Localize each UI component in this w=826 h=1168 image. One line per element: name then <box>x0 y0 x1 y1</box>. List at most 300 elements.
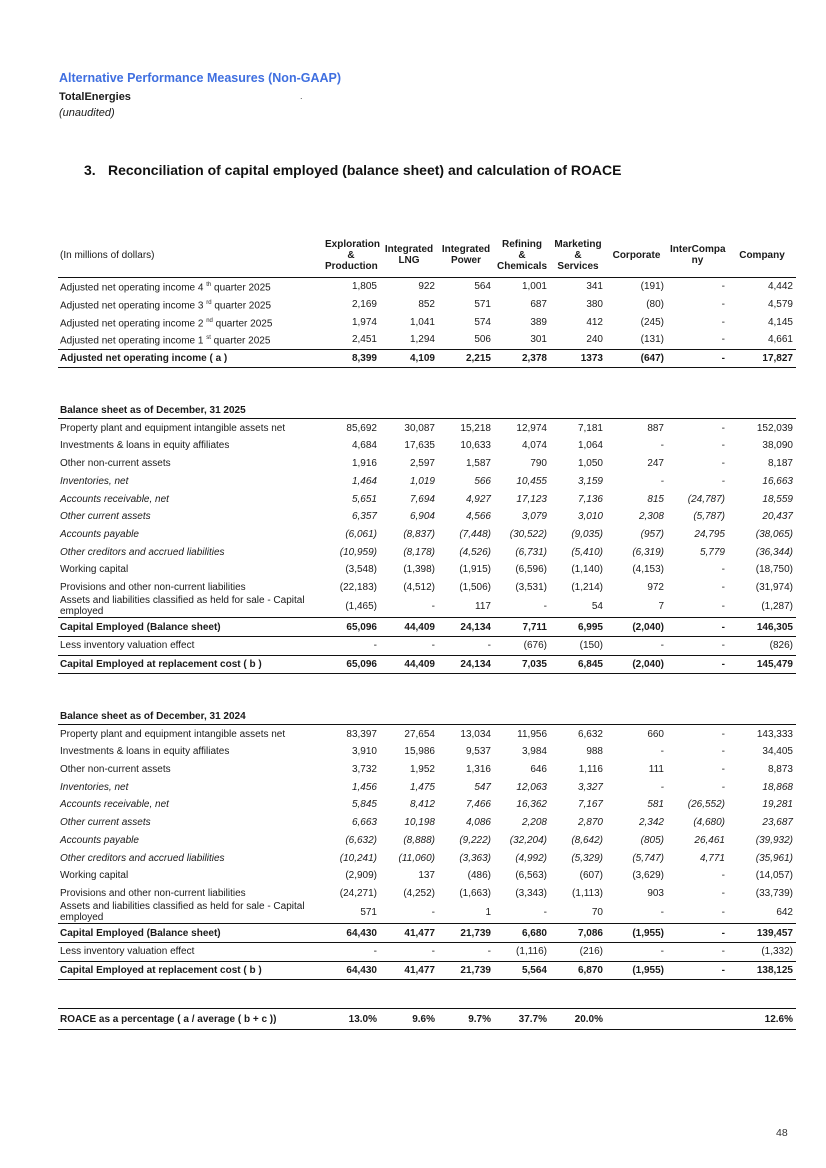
cell-refining-chemicals: 301 <box>530 334 547 346</box>
cell-intercompany: - <box>721 334 725 346</box>
cell-refining-chemicals: 37.7% <box>494 1009 550 1030</box>
row-label: Accounts payable <box>60 528 139 540</box>
cell-refining-chemicals: 646 <box>530 764 547 776</box>
column-header-exploration-production <box>322 233 380 278</box>
cell-intercompany: - <box>721 946 725 958</box>
column-header-line: & <box>347 249 355 261</box>
cell-exploration-production: (6,061) <box>345 528 377 540</box>
cell-integrated-power: 564 <box>474 281 491 293</box>
row-label: Accounts receivable, net <box>60 493 169 505</box>
cell-exploration-production: (3,548) <box>345 564 377 576</box>
spacer-row <box>58 368 796 397</box>
row-label: Provisions and other non-current liabilities <box>60 887 246 899</box>
cell-marketing-services: 20.0% <box>550 1009 606 1030</box>
balance-sheet-row <box>58 579 796 597</box>
cell-integrated-lng: (8,837) <box>403 528 435 540</box>
cell-intercompany <box>667 1009 728 1030</box>
row-label: Other creditors and accrued liabilities <box>60 852 225 864</box>
column-header-line: Corporate <box>612 249 661 261</box>
cell-intercompany: 5,779 <box>699 546 725 558</box>
cell-integrated-lng: 4,109 <box>380 349 438 368</box>
cell-exploration-production: 85,692 <box>346 422 377 434</box>
cell-exploration-production: 2,169 <box>351 299 377 311</box>
cell-refining-chemicals: 17,123 <box>516 493 547 505</box>
cell-corporate: 903 <box>647 887 664 899</box>
row-label: Adjusted net operating income ( a ) <box>58 349 322 368</box>
column-header-corporate <box>606 233 667 278</box>
cell-refining-chemicals: - <box>543 906 547 918</box>
cell-corporate: (957) <box>640 528 664 540</box>
roace-row <box>58 1009 796 1030</box>
cell-corporate: 815 <box>647 493 664 505</box>
cell-intercompany: - <box>721 564 725 576</box>
column-header-refining-chemicals <box>494 233 550 278</box>
row-label: Other current assets <box>60 511 151 523</box>
cell-intercompany: - <box>721 458 725 470</box>
section-label: Balance sheet as of December, 31 2024 <box>58 702 796 725</box>
cell-integrated-lng: 922 <box>418 281 435 293</box>
row-label: Inventories, net <box>60 475 129 487</box>
cell-intercompany: (24,787) <box>687 493 725 505</box>
row-label <box>58 313 322 331</box>
cell-integrated-lng: 27,654 <box>404 728 435 740</box>
balance-sheet-row <box>58 885 796 903</box>
cell-marketing-services: 2,870 <box>577 817 603 829</box>
cell-integrated-power: 4,927 <box>465 493 491 505</box>
column-header-integrated-power <box>438 233 494 278</box>
cell-marketing-services: (1,214) <box>571 581 603 593</box>
cell-integrated-power: (1,506) <box>459 581 491 593</box>
cell-marketing-services: (8,642) <box>571 834 603 846</box>
balance-sheet-row <box>58 778 796 796</box>
cell-exploration-production: (22,183) <box>339 581 377 593</box>
cell-exploration-production: 1,805 <box>351 281 377 293</box>
balance-sheet-row <box>58 526 796 544</box>
cell-integrated-power: 4,566 <box>465 511 491 523</box>
balance-sheet-row <box>58 832 796 850</box>
cell-company: 138,125 <box>728 961 796 980</box>
replacement-cost-row <box>58 655 796 674</box>
cell-marketing-services: 7,181 <box>577 422 603 434</box>
cell-intercompany: - <box>721 581 725 593</box>
section-title: Reconciliation of capital employed (balance sheet) and calculation of ROACE <box>108 162 622 178</box>
balance-sheet-row <box>58 849 796 867</box>
balance-sheet-row <box>58 743 796 761</box>
cell-refining-chemicals: (6,563) <box>515 870 547 882</box>
row-label: Accounts receivable, net <box>60 799 169 811</box>
cell-intercompany: - <box>721 764 725 776</box>
cell-marketing-services: 341 <box>586 281 603 293</box>
cell-corporate: 111 <box>648 764 664 776</box>
cell-integrated-power: 24,134 <box>438 655 494 674</box>
balance-sheet-row <box>58 725 796 743</box>
cell-exploration-production: 3,910 <box>351 746 377 758</box>
cell-integrated-lng: - <box>431 640 435 652</box>
cell-corporate: (805) <box>640 834 664 846</box>
column-header-line: Company <box>739 249 785 261</box>
column-header-line: & <box>574 249 582 261</box>
cell-company: 146,305 <box>728 618 796 637</box>
spacer-row <box>58 980 796 1009</box>
cell-integrated-power: 2,215 <box>438 349 494 368</box>
balance-sheet-row <box>58 543 796 561</box>
cell-company: (14,057) <box>755 870 793 882</box>
cell-integrated-lng: 1,019 <box>409 475 435 487</box>
cell-company: (826) <box>769 640 793 652</box>
capital-employed-row <box>58 618 796 637</box>
cell-company: 139,457 <box>728 924 796 943</box>
cell-exploration-production: 83,397 <box>346 728 377 740</box>
column-header-line: Chemicals <box>497 260 548 272</box>
cell-refining-chemicals: (6,596) <box>515 564 547 576</box>
cell-marketing-services: 1,064 <box>577 440 603 452</box>
label-text: Adjusted net operating income 4 <box>60 282 204 294</box>
cell-corporate: - <box>660 440 664 452</box>
row-label: Less inventory valuation effect <box>60 640 195 652</box>
balance-sheet-heading-bs2025 <box>58 396 796 419</box>
cell-corporate: (1,955) <box>606 924 667 943</box>
cell-exploration-production: 5,651 <box>351 493 377 505</box>
cell-integrated-lng: 44,409 <box>380 655 438 674</box>
cell-intercompany: - <box>667 924 728 943</box>
cell-corporate: (2,040) <box>606 618 667 637</box>
cell-integrated-lng: 1,475 <box>409 781 435 793</box>
balance-sheet-row <box>58 561 796 579</box>
cell-integrated-power: 1,316 <box>465 764 491 776</box>
row-label: ROACE as a percentage ( a / average ( b + c )) <box>58 1009 322 1030</box>
cell-exploration-production: 65,096 <box>322 655 380 674</box>
balance-sheet-row <box>58 796 796 814</box>
cell-intercompany: - <box>721 316 725 328</box>
cell-refining-chemicals: 4,074 <box>521 440 547 452</box>
cell-integrated-power: 21,739 <box>438 961 494 980</box>
balance-sheet-row <box>58 419 796 437</box>
row-label: Property plant and equipment intangible assets net <box>60 422 286 434</box>
cell-company: 19,281 <box>762 799 793 811</box>
balance-sheet-row <box>58 490 796 508</box>
cell-marketing-services: 7,136 <box>577 493 603 505</box>
income-row <box>58 278 796 296</box>
cell-integrated-lng: 41,477 <box>380 961 438 980</box>
cell-company: 18,868 <box>762 781 793 793</box>
cell-company: 4,442 <box>767 281 793 293</box>
cell-integrated-lng: 852 <box>418 299 435 311</box>
cell-exploration-production: (6,632) <box>345 834 377 846</box>
cell-refining-chemicals: (676) <box>523 640 547 652</box>
cell-integrated-lng: 15,986 <box>404 746 435 758</box>
cell-corporate: - <box>660 475 664 487</box>
cell-integrated-lng: 1,952 <box>409 764 435 776</box>
cell-intercompany: 24,795 <box>694 528 725 540</box>
replacement-cost-row <box>58 961 796 980</box>
row-label: Property plant and equipment intangible assets net <box>60 728 286 740</box>
row-label: Less inventory valuation effect <box>60 946 195 958</box>
cell-corporate: 7 <box>658 600 664 612</box>
cell-marketing-services: (9,035) <box>571 528 603 540</box>
cell-refining-chemicals: 3,079 <box>521 511 547 523</box>
row-label: Capital Employed (Balance sheet) <box>58 618 322 637</box>
section-label: Balance sheet as of December, 31 2025 <box>58 396 796 419</box>
cell-refining-chemicals: 2,378 <box>494 349 550 368</box>
income-total-row <box>58 349 796 368</box>
cell-marketing-services: (5,329) <box>571 852 603 864</box>
cell-company: 4,579 <box>767 299 793 311</box>
cell-exploration-production: (10,959) <box>339 546 377 558</box>
row-label: Other current assets <box>60 817 151 829</box>
cell-corporate: (4,153) <box>632 564 664 576</box>
cell-exploration-production: 3,732 <box>351 764 377 776</box>
cell-integrated-power: (3,363) <box>459 852 491 864</box>
cell-integrated-power: (9,222) <box>459 834 491 846</box>
cell-exploration-production: (1,465) <box>345 600 377 612</box>
cell-intercompany: - <box>721 887 725 899</box>
cell-integrated-lng: 137 <box>418 870 435 882</box>
cell-marketing-services: 3,159 <box>577 475 603 487</box>
cell-marketing-services: (150) <box>579 640 603 652</box>
cell-integrated-lng: - <box>431 600 435 612</box>
cell-integrated-power: (4,526) <box>459 546 491 558</box>
cell-integrated-power: 4,086 <box>465 817 491 829</box>
income-row <box>58 313 796 331</box>
cell-refining-chemicals: (1,116) <box>516 946 547 958</box>
cell-refining-chemicals: 790 <box>530 458 547 470</box>
cell-refining-chemicals: - <box>543 600 547 612</box>
cell-refining-chemicals: 6,680 <box>494 924 550 943</box>
cell-company: (38,065) <box>755 528 793 540</box>
balance-sheet-row <box>58 867 796 885</box>
column-header-integrated-lng <box>380 233 438 278</box>
balance-sheet-row <box>58 455 796 473</box>
cell-integrated-lng: 7,694 <box>409 493 435 505</box>
cell-company: (18,750) <box>755 564 793 576</box>
cell-integrated-power: - <box>487 946 491 958</box>
label-text: Adjusted net operating income 3 <box>60 300 204 312</box>
page-number: 48 <box>776 1127 788 1139</box>
cell-integrated-lng: 6,904 <box>409 511 435 523</box>
column-header-line: Integrated <box>384 244 434 255</box>
cell-intercompany: - <box>721 422 725 434</box>
row-label: Capital Employed at replacement cost ( b ) <box>58 961 322 980</box>
cell-marketing-services: 54 <box>591 600 603 612</box>
cell-corporate: 887 <box>647 422 664 434</box>
cell-marketing-services: (1,113) <box>572 887 603 899</box>
cell-exploration-production: 8,399 <box>322 349 380 368</box>
cell-marketing-services: 7,167 <box>577 799 603 811</box>
cell-exploration-production: 1,916 <box>351 458 377 470</box>
cell-company: 12.6% <box>728 1009 796 1030</box>
cell-refining-chemicals: 7,035 <box>494 655 550 674</box>
cell-integrated-power: (7,448) <box>459 528 491 540</box>
table-header-row <box>58 233 796 278</box>
balance-sheet-row <box>58 473 796 491</box>
cell-exploration-production: 64,430 <box>322 924 380 943</box>
stray-dot: . <box>300 91 303 101</box>
cell-integrated-power: 571 <box>474 299 491 311</box>
cell-integrated-power: 117 <box>475 600 491 612</box>
cell-marketing-services: 1,116 <box>578 764 603 776</box>
income-row <box>58 331 796 349</box>
cell-intercompany: - <box>667 618 728 637</box>
cell-corporate: 581 <box>647 799 664 811</box>
company-name: TotalEnergies <box>59 91 131 103</box>
cell-corporate: 247 <box>647 458 664 470</box>
report-header-title: Alternative Performance Measures (Non-GAAP) <box>59 71 342 85</box>
cell-marketing-services: (607) <box>579 870 603 882</box>
cell-integrated-lng: 17,635 <box>404 440 435 452</box>
cell-company: (31,974) <box>755 581 793 593</box>
balance-sheet-row <box>58 902 796 924</box>
cell-corporate: 972 <box>647 581 664 593</box>
cell-exploration-production: (10,241) <box>339 852 377 864</box>
cell-corporate: 2,308 <box>638 511 664 523</box>
cell-exploration-production: 2,451 <box>351 334 377 346</box>
cell-integrated-lng: - <box>431 906 435 918</box>
cell-integrated-lng: (4,252) <box>403 887 435 899</box>
cell-company: 18,559 <box>762 493 793 505</box>
cell-intercompany: - <box>721 281 725 293</box>
cell-corporate: 660 <box>647 728 664 740</box>
cell-integrated-lng: 41,477 <box>380 924 438 943</box>
cell-integrated-lng: (1,398) <box>403 564 435 576</box>
cell-exploration-production: 1,456 <box>351 781 377 793</box>
cell-intercompany: - <box>721 728 725 740</box>
cell-marketing-services: 380 <box>586 299 603 311</box>
label-text: Adjusted net operating income 1 <box>60 335 204 347</box>
cell-refining-chemicals: 3,984 <box>521 746 547 758</box>
cell-exploration-production: 6,663 <box>351 817 377 829</box>
cell-refining-chemicals: (4,992) <box>515 852 547 864</box>
cell-integrated-lng: (8,178) <box>403 546 435 558</box>
cell-intercompany: (26,552) <box>687 799 725 811</box>
ordinal-suffix: th <box>206 282 212 289</box>
cell-company: (36,344) <box>755 546 793 558</box>
cell-corporate: (191) <box>640 281 664 293</box>
column-header-line: Power <box>450 255 481 266</box>
column-header-line: Integrated <box>441 244 491 255</box>
row-label: Working capital <box>60 870 129 882</box>
cell-integrated-power: (1,915) <box>459 564 491 576</box>
cell-company: 8,873 <box>767 764 793 776</box>
cell-marketing-services: 412 <box>586 316 603 328</box>
row-label: Provisions and other non-current liabilities <box>60 581 246 593</box>
cell-exploration-production: 64,430 <box>322 961 380 980</box>
cell-integrated-lng: 1,041 <box>409 316 435 328</box>
column-header-company <box>728 233 796 278</box>
cell-intercompany: - <box>721 906 725 918</box>
label-text: Adjusted net operating income 2 <box>60 317 204 329</box>
cell-company: (33,739) <box>755 887 793 899</box>
cell-integrated-power: 506 <box>474 334 491 346</box>
cell-refining-chemicals: 16,362 <box>516 799 547 811</box>
cell-company: 642 <box>776 906 793 918</box>
cell-refining-chemicals: (3,343) <box>515 887 547 899</box>
cell-refining-chemicals: 10,455 <box>516 475 547 487</box>
cell-exploration-production: (2,909) <box>345 870 377 882</box>
cell-company: 34,405 <box>762 746 793 758</box>
cell-intercompany: 26,461 <box>694 834 725 846</box>
section-number: 3. <box>84 162 96 178</box>
cell-marketing-services: 6,845 <box>550 655 606 674</box>
cell-corporate: - <box>660 946 664 958</box>
cell-exploration-production: (24,271) <box>339 887 377 899</box>
cell-company: (35,961) <box>755 852 793 864</box>
cell-integrated-power: 566 <box>474 475 491 487</box>
cell-company: 143,333 <box>756 728 793 740</box>
balance-sheet-row <box>58 596 796 618</box>
row-label: Working capital <box>60 564 129 576</box>
inventory-effect-row <box>58 942 796 961</box>
cell-exploration-production: 1,464 <box>351 475 377 487</box>
ordinal-suffix: st <box>206 335 211 342</box>
cell-integrated-power: 13,034 <box>460 728 491 740</box>
cell-marketing-services: 1,050 <box>577 458 603 470</box>
cell-refining-chemicals: 11,956 <box>517 728 547 740</box>
row-label: Assets and liabilities classified as held for sale - Capital employed <box>60 595 305 617</box>
cell-integrated-lng: (4,512) <box>403 581 435 593</box>
cell-intercompany: (5,787) <box>693 511 725 523</box>
cell-integrated-lng: 30,087 <box>404 422 435 434</box>
cell-corporate: (245) <box>640 316 664 328</box>
cell-marketing-services: 70 <box>591 906 603 918</box>
cell-exploration-production: - <box>373 946 377 958</box>
cell-integrated-lng: (8,888) <box>403 834 435 846</box>
label-text: quarter 2025 <box>211 300 272 312</box>
balance-sheet-row <box>58 761 796 779</box>
cell-integrated-power: 9.7% <box>438 1009 494 1030</box>
cell-marketing-services: 988 <box>586 746 603 758</box>
cell-company: 16,663 <box>762 475 793 487</box>
cell-integrated-lng: 10,198 <box>404 817 435 829</box>
balance-sheet-row <box>58 437 796 455</box>
cell-corporate: (2,040) <box>606 655 667 674</box>
cell-refining-chemicals: (30,522) <box>509 528 547 540</box>
row-label <box>58 278 322 296</box>
cell-marketing-services: (5,410) <box>571 546 603 558</box>
cell-intercompany: - <box>667 655 728 674</box>
column-header-line: InterCompa <box>670 244 726 255</box>
cell-intercompany: - <box>721 870 725 882</box>
cell-integrated-lng: 1,294 <box>409 334 435 346</box>
cell-integrated-lng: 9.6% <box>380 1009 438 1030</box>
row-label: Other non-current assets <box>60 458 171 470</box>
cell-corporate: (6,319) <box>632 546 664 558</box>
cell-refining-chemicals: 12,063 <box>516 781 547 793</box>
cell-integrated-lng: - <box>431 946 435 958</box>
cell-refining-chemicals: (32,204) <box>509 834 547 846</box>
cell-intercompany: (4,680) <box>693 817 725 829</box>
cell-refining-chemicals: 687 <box>530 299 547 311</box>
row-label: Investments & loans in equity affiliates <box>60 440 230 452</box>
cell-intercompany: - <box>721 781 725 793</box>
cell-exploration-production: 4,684 <box>351 440 377 452</box>
row-label: Accounts payable <box>60 834 139 846</box>
cell-company: 38,090 <box>762 440 793 452</box>
row-label: Capital Employed at replacement cost ( b ) <box>58 655 322 674</box>
cell-integrated-power: (1,663) <box>459 887 491 899</box>
cell-marketing-services: (1,140) <box>571 564 603 576</box>
inventory-effect-row <box>58 637 796 656</box>
cell-marketing-services: 3,327 <box>577 781 603 793</box>
cell-company: 152,039 <box>756 422 793 434</box>
balance-sheet-row <box>58 508 796 526</box>
cell-company: 17,827 <box>728 349 796 368</box>
capital-employed-row <box>58 924 796 943</box>
cell-intercompany: - <box>721 600 725 612</box>
cell-company: 145,479 <box>728 655 796 674</box>
cell-marketing-services: 6,995 <box>550 618 606 637</box>
cell-corporate: - <box>660 906 664 918</box>
cell-corporate: (3,629) <box>632 870 664 882</box>
